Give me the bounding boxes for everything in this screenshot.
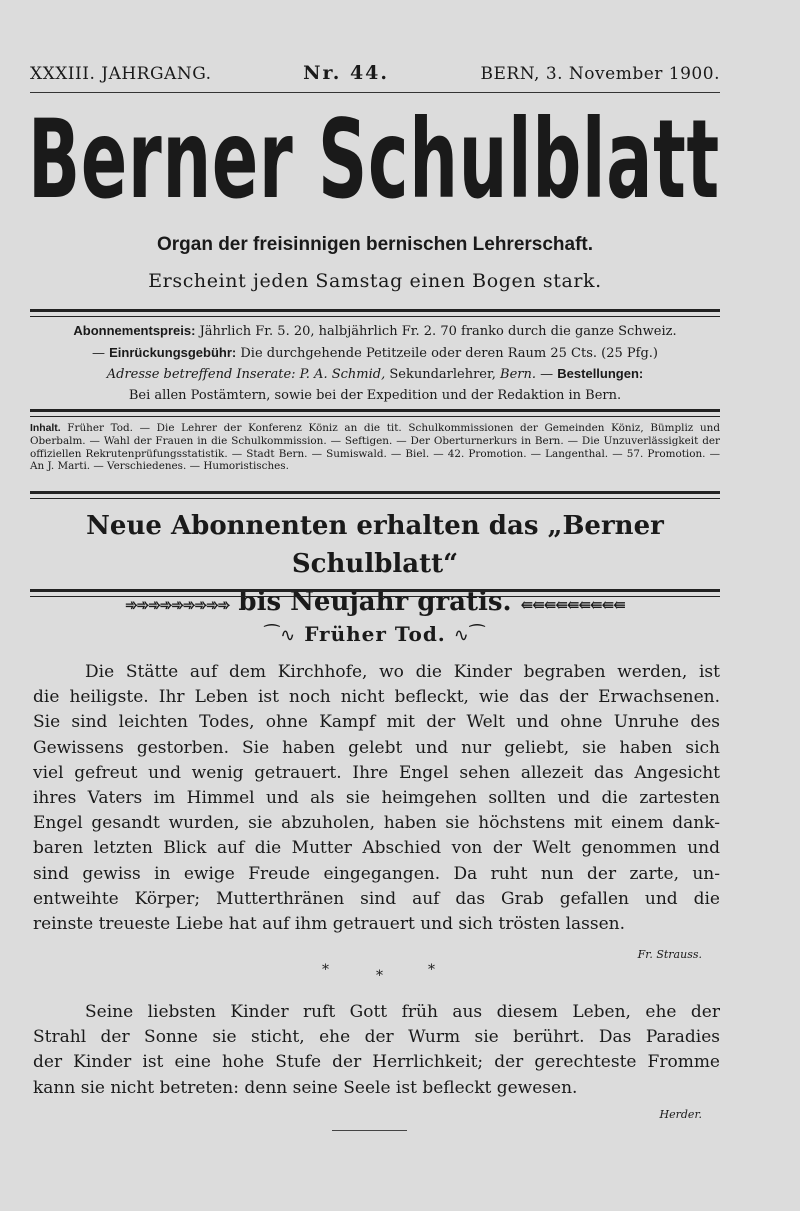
promo-line-1: Neue Abonnenten erhalten das „Berner Schulblatt“: [86, 511, 664, 579]
abo-order-label: Bestellungen:: [557, 366, 644, 381]
article-title: ⁀∿ Früher Tod. ∿⁀: [264, 622, 486, 646]
text-line: der Kinder ist eine hohe Stufe der Herrlichkeit; der gerechteste Fromme: [33, 1052, 720, 1073]
text-line: kann sie nicht betreten: denn seine Seele ist befleckt gewesen.: [33, 1077, 578, 1098]
masthead-title: Berner Schulblatt: [28, 96, 720, 223]
organ-subtitle: Organ der freisinnigen bernischen Lehrerschaft.: [156, 234, 594, 255]
volume-label: XXXIII. JAHRGANG.: [30, 64, 212, 84]
star-3: *: [428, 962, 435, 978]
text-line: die heiligste. Ihr Leben ist noch nicht befleckt, wie das der Erwachsenen.: [33, 687, 720, 708]
ornament-left: ➾➾➾➾➾➾➾➾➾: [125, 596, 230, 614]
masthead-rule: [30, 309, 720, 317]
text-line: Die Stätte auf dem Kirchhofe, wo die Kinder begraben werden, ist: [85, 662, 720, 682]
text-line: sind gewiss in ewige Freude eingegangen. Da ruht nun der zarte, un-: [33, 863, 720, 884]
table-of-contents: [30, 422, 720, 473]
promo-banner: [30, 507, 720, 624]
place-date: BERN, 3. November 1900.: [480, 64, 720, 84]
text-line: Sie sind leichten Todes, ohne Kampf mit der Welt und ohne Unruhe des: [33, 712, 720, 733]
signature-strauss: Fr. Strauss.: [637, 948, 702, 961]
article-paragraph-2: [33, 1000, 720, 1101]
contents-rule: [30, 409, 720, 417]
section-stars: [300, 962, 460, 992]
publication-frequency: Erscheint jeden Samstag einen Bogen stark.: [148, 270, 602, 292]
text-line: viel gefreut und wenig getrauert. Ihre Engel sehen allezeit das Angesicht: [33, 762, 720, 783]
text-line: entweihte Körper; Mutterthränen sind auf das Grab gefallen und die: [33, 888, 720, 909]
abo-price-label: Abonnementspreis:: [73, 323, 196, 338]
text-line: baren letzten Blick auf die Mutter Abschied von der Welt genommen und: [33, 838, 720, 859]
ornament-right: ⇚⇚⇚⇚⇚⇚⇚⇚⇚: [520, 596, 625, 614]
signature-herder: Herder.: [659, 1108, 702, 1121]
promo-line-2: bis Neujahr gratis.: [238, 587, 512, 617]
star-1: *: [322, 962, 329, 978]
flourish-left-icon: ⁀∿: [264, 625, 297, 646]
closing-rule: [332, 1130, 407, 1131]
header-rule: [30, 92, 720, 93]
issue-number: Nr. 44.: [303, 62, 390, 84]
abo-fee-label: Einrückungsgebühr:: [109, 344, 237, 360]
text-line: Gewissens gestorben. Sie haben gelebt und nur geliebt, sie haben sich: [33, 737, 720, 758]
promo-rule-bottom: [30, 589, 720, 597]
promo-rule-top: [30, 491, 720, 499]
contents-text: Früher Tod. — Die Lehrer der Konferenz Köniz an die tit. Schulkommissionen der Gemeinden Köniz, Bümpliz und Oberbalm. — Wahl der Frauen in die Schulkommission. — Seftigen. — Der Oberturnerkurs in Bern. — Die Unzuverlässigkeit der offiziellen Rekrutenprüfungsstatistik. — Stadt Bern. — Sumiswald. — Biel. — 42. Promotion. — Langenthal. — 57. Promotion. — An J. Marti. — Verschiedenes. — Humoristisches.: [30, 422, 720, 473]
header-line: [30, 62, 720, 84]
article-paragraph-1: [33, 660, 720, 937]
text-line: reinste treueste Liebe hat auf ihm getrauert und sich trösten lassen.: [33, 914, 626, 935]
text-line: Strahl der Sonne sie sticht, ehe der Wurm sie berührt. Das Paradies: [33, 1027, 720, 1048]
text-line: Engel gesandt wurden, sie abzuholen, haben sie höchstens mit einem dank-: [33, 813, 720, 834]
star-2: *: [376, 968, 383, 984]
text-line: ihres Vaters im Himmel und als sie heimgehen sollten und die zartesten: [33, 788, 720, 809]
flourish-right-icon: ∿⁀: [453, 625, 486, 646]
subscription-info: Abonnementspreis: Jährlich Fr. 5. 20, halbjährlich Fr. 2. 70 franko durch die ganze Schweiz. — Einrückungsgebühr: Die durchgehende Petitzeile oder deren Raum 25 Cts. (25 Pfg.) Adresse betreffend Inserate: P. A. Schmid, Sekundarlehrer, Bern. — Bestellungen: Bei allen Postämtern, sowie bei der Expedition und der Redaktion in Bern.: [73, 323, 677, 403]
contents-label: Inhalt.: [30, 423, 61, 434]
text-line: Seine liebsten Kinder ruft Gott früh aus diesem Leben, ehe der: [85, 1002, 720, 1022]
